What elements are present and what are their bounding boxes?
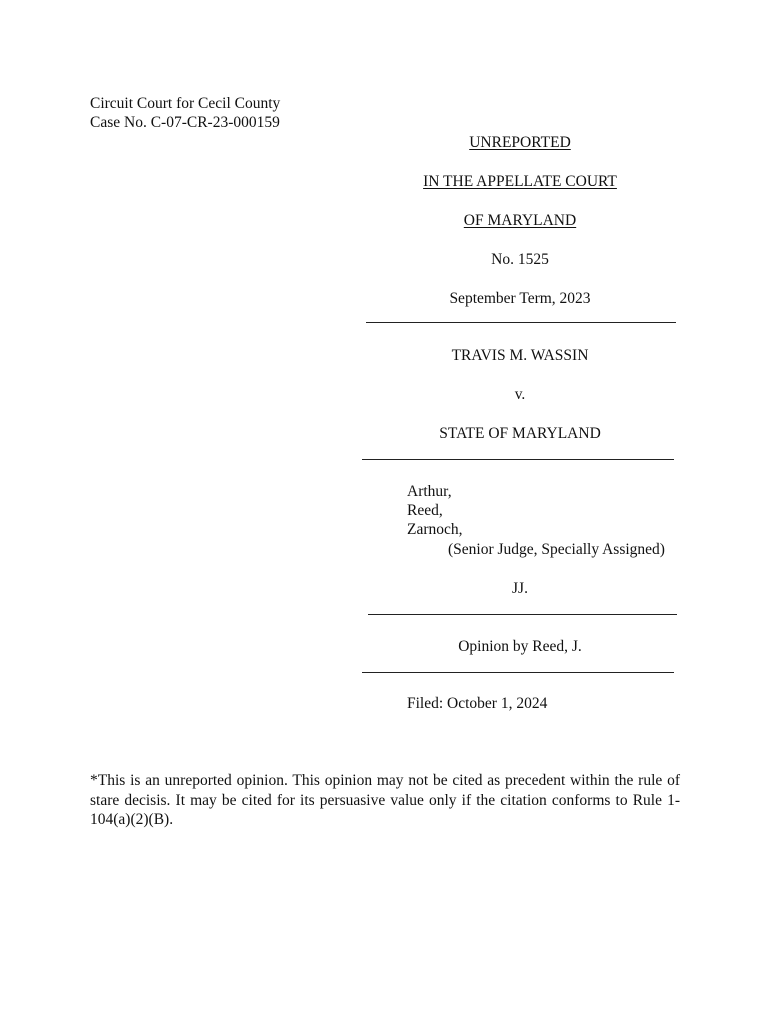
case-number: Case No. C-07-CR-23-000159 [90,114,280,131]
judge-name: Zarnoch, [407,521,463,538]
divider [362,459,674,460]
versus: v. [514,386,526,403]
lower-court-name: Circuit Court for Cecil County [90,95,281,112]
divider [368,614,677,615]
unreported-footnote: *This is an unreported opinion. This opinion may not be cited as precedent within the rule of stare decisis. It may be cited for its persuasive value only if the citation conforms to Rule 1-104(a)(2)(B). [90,772,680,828]
appellate-court-line2: OF MARYLAND [463,212,577,229]
opinion-author: Opinion by Reed, J. [458,638,582,655]
divider [366,322,676,323]
term: September Term, 2023 [449,290,591,307]
judge-name: Reed, [407,502,443,519]
unreported-heading: UNREPORTED [469,134,571,151]
appellee-name: STATE OF MARYLAND [439,425,601,442]
docket-number: No. 1525 [491,251,549,268]
appellant-name: TRAVIS M. WASSIN [451,347,589,364]
divider [362,672,674,673]
filed-date: Filed: October 1, 2024 [407,695,548,712]
judge-name: Arthur, [407,483,452,500]
appellate-court-line1: IN THE APPELLATE COURT [423,173,617,190]
judge-note: (Senior Judge, Specially Assigned) [448,541,665,558]
judges-suffix: JJ. [512,580,528,597]
